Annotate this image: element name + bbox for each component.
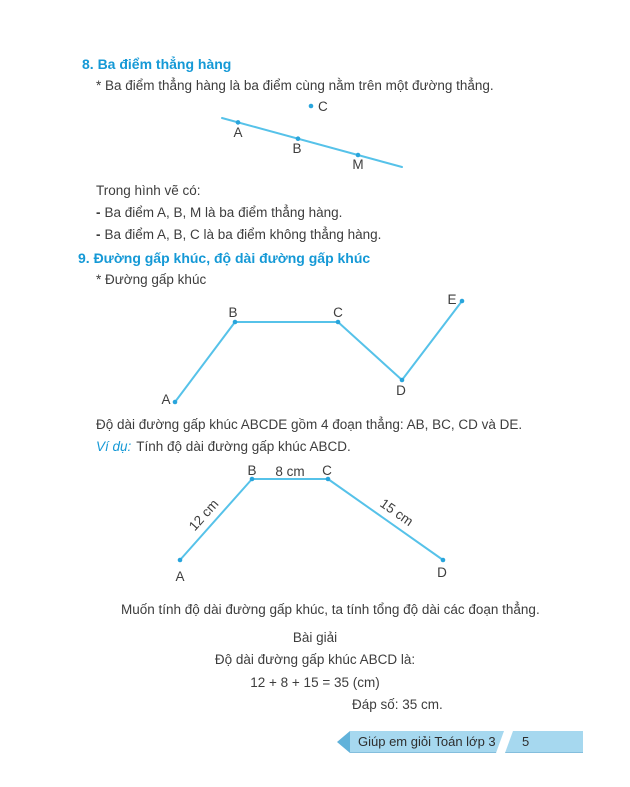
noncollinear-item: [96, 227, 381, 242]
left-arrow-icon: [337, 731, 350, 753]
point-a-label: A: [233, 125, 243, 140]
point-d-dot: [400, 378, 405, 383]
solution-statement: Độ dài đường gấp khúc ABCD là:: [214, 652, 416, 667]
collinear-item: [96, 205, 342, 220]
noncollinear-item-text: Ba điểm A, B, C là ba điểm không thẳng hàng.: [104, 227, 382, 242]
point-a-dot: [236, 120, 241, 125]
solution-answer: Đáp số: 35 cm.: [352, 697, 443, 712]
point-c-label: C: [333, 305, 343, 320]
figure-caption-intro: Trong hình vẽ có:: [96, 183, 201, 198]
page-number: 5: [522, 734, 530, 749]
example-text: Tính độ dài đường gấp khúc ABCD.: [136, 439, 351, 454]
point-b-dot: [233, 320, 238, 325]
broken-line-abcde: [175, 301, 462, 402]
broken-line-abcd-figure: [150, 460, 480, 585]
footer-bar: [350, 731, 583, 753]
rule-statement: Muốn tính độ dài đường gấp khúc, ta tính tổng độ dài các đoạn thẳng.: [121, 602, 540, 617]
point-b-label: B: [228, 305, 238, 320]
example-label: Ví dụ:: [96, 439, 132, 454]
segment-ab-length: 12 cm: [185, 496, 222, 534]
segment-cd-length: 15 cm: [377, 495, 416, 530]
point-c-label: C: [322, 463, 332, 478]
point-b-label: B: [247, 463, 257, 478]
point-m-label: M: [352, 157, 364, 172]
broken-line-description: Độ dài đường gấp khúc ABCDE gồm 4 đoạn thẳng: AB, BC, CD và DE.: [96, 417, 523, 432]
point-a-dot: [173, 400, 178, 405]
point-d-label: D: [396, 383, 406, 398]
point-c-dot: [336, 320, 341, 325]
point-c-dot: [309, 104, 314, 109]
section-9-heading: 9. Đường gấp khúc, độ dài đường gấp khúc: [78, 250, 371, 266]
segment-bc-length: 8 cm: [275, 464, 305, 479]
point-a-label: A: [161, 392, 171, 407]
point-e-dot: [460, 299, 465, 304]
bullet-dash: -: [96, 205, 101, 220]
point-a-dot: [178, 558, 183, 563]
broken-line-abcde-figure: [150, 290, 480, 415]
solution-equation: 12 + 8 + 15 = 35 (cm): [250, 675, 380, 690]
section-8-heading: 8. Ba điểm thẳng hàng: [82, 56, 232, 72]
line-through-abm: [222, 118, 402, 167]
point-d-dot: [441, 558, 446, 563]
point-b-label: B: [292, 141, 302, 156]
point-c-label: C: [318, 99, 328, 114]
collinear-item-text: Ba điểm A, B, M là ba điểm thẳng hàng.: [104, 205, 343, 220]
book-title: Giúp em giỏi Toán lớp 3: [358, 734, 496, 749]
section-9-subtitle: * Đường gấp khúc: [96, 272, 207, 287]
collinear-points-figure: [170, 95, 450, 175]
solution-title: Bài giải: [292, 630, 338, 645]
bullet-dash: -: [96, 227, 101, 242]
section-8-definition: * Ba điểm thẳng hàng là ba điểm cùng nằm trên một đường thẳng.: [96, 78, 494, 93]
point-a-label: A: [175, 569, 185, 584]
point-d-label: D: [437, 565, 447, 580]
point-e-label: E: [447, 292, 457, 307]
footer-banner: [337, 731, 583, 753]
example-line: [96, 439, 351, 454]
